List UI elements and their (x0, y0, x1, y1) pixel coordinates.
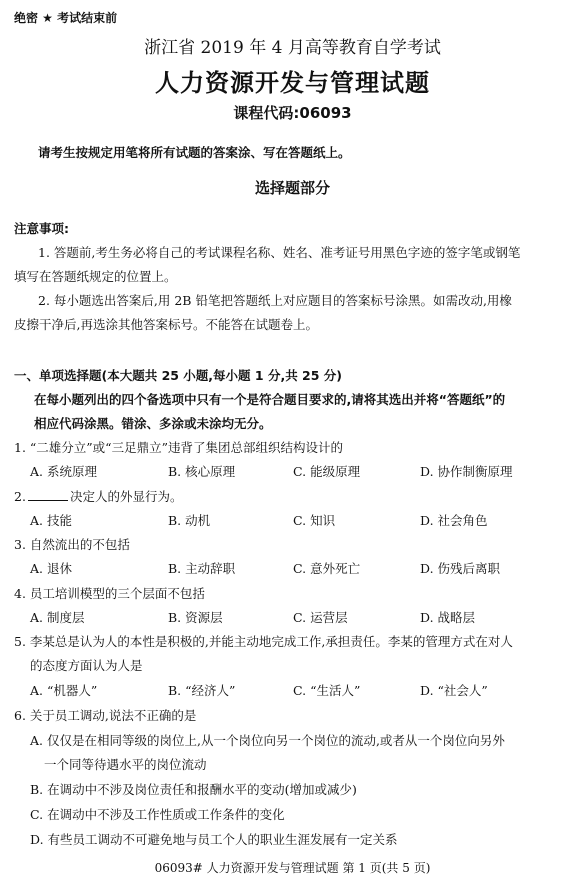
question-1-option-c: C. 能级原理 (293, 464, 361, 479)
question-5-stem-line-1: 5. 李某总是认为人的本性是积极的,并能主动地完成工作,承担责任。李某的管理方式在对人 (14, 634, 513, 649)
part1-instruction-line-2: 相应代码涂黑。错涂、多涂或未涂均无分。 (34, 416, 272, 431)
course-code: 课程代码:06093 (233, 104, 352, 122)
question-3-option-a: A. 退休 (30, 561, 72, 576)
question-3-stem: 3. 自然流出的不包括 (14, 537, 130, 552)
question-6-option-c: C. 在调动中不涉及工作性质或工作条件的变化 (30, 807, 285, 822)
question-3-option-c: C. 意外死亡 (293, 561, 361, 576)
question-2-option-b: B. 动机 (168, 513, 211, 528)
answer-blank (28, 489, 68, 501)
question-5-stem-line-2: 的态度方面认为人是 (30, 658, 143, 673)
question-6-option-d: D. 有些员工调动不可避免地与员工个人的职业生涯发展有一定关系 (30, 832, 398, 847)
question-3-option-b: B. 主动辞职 (168, 561, 236, 576)
question-2-option-a: A. 技能 (30, 513, 72, 528)
exam-name: 浙江省 2019 年 4 月高等教育自学考试 (144, 38, 441, 58)
question-2-option-c: C. 知识 (293, 513, 336, 528)
section-title: 选择题部分 (254, 179, 330, 197)
question-2-option-d: D. 社会角色 (420, 513, 488, 528)
question-5-option-a: A. “机器人” (30, 683, 98, 698)
question-5-option-b: B. “经济人” (168, 683, 236, 698)
notes-heading: 注意事项: (14, 221, 69, 236)
page-title: 人力资源开发与管理试题 (155, 69, 430, 97)
question-2-number: 2. (14, 489, 26, 504)
question-2-stem (14, 487, 182, 505)
question-5-option-d: D. “社会人” (420, 683, 488, 698)
question-5-option-c: C. “生活人” (293, 683, 361, 698)
note-2-line-1: 2. 每小题选出答案后,用 2B 铅笔把答题纸上对应题目的答案标号涂黑。如需改动,用橡 (38, 293, 512, 308)
note-1-line-1: 1. 答题前,考生务必将自己的考试课程名称、姓名、准考证号用黑色字迹的签字笔或钢笔 (38, 245, 521, 260)
part1-instruction-line-1: 在每小题列出的四个备选项中只有一个是符合题目要求的,请将其选出并将“答题纸”的 (34, 392, 506, 407)
intro-instruction: 请考生按规定用笔将所有试题的答案涂、写在答题纸上。 (38, 145, 351, 160)
question-6-option-b: B. 在调动中不涉及岗位责任和报酬水平的变动(增加或减少) (30, 782, 357, 797)
note-2-line-2: 皮擦干净后,再选涂其他答案标号。不能答在试题卷上。 (14, 317, 318, 332)
question-4-option-d: D. 战略层 (420, 610, 476, 625)
question-6-option-a: A. 仅仅是在相同等级的岗位上,从一个岗位向另一个岗位的流动,或者从一个岗位向另外 (30, 733, 505, 748)
question-1-stem: 1. “二雄分立”或“三足鼎立”违背了集团总部组织结构设计的 (14, 440, 343, 455)
question-3-option-d: D. 伤残后离职 (420, 561, 501, 576)
confidential-mark: 绝密 ★ 考试结束前 (14, 11, 118, 25)
question-6-stem: 6. 关于员工调动,说法不正确的是 (14, 708, 197, 723)
question-4-option-b: B. 资源层 (168, 610, 223, 625)
part1-heading: 一、单项选择题(本大题共 25 小题,每小题 1 分,共 25 分) (14, 368, 343, 383)
question-6-option-a-continued: 一个同等待遇水平的岗位流动 (44, 757, 207, 772)
question-1-option-b: B. 核心原理 (168, 464, 236, 479)
note-1-line-2: 填写在答题纸规定的位置上。 (14, 269, 177, 284)
question-1-option-a: A. 系统原理 (30, 464, 97, 479)
question-1-option-d: D. 协作制衡原理 (420, 464, 513, 479)
question-4-option-a: A. 制度层 (30, 610, 85, 625)
question-4-stem: 4. 员工培训模型的三个层面不包括 (14, 586, 205, 601)
page-footer: 06093# 人力资源开发与管理试题 第 1 页(共 5 页) (154, 861, 431, 875)
question-4-option-c: C. 运营层 (293, 610, 348, 625)
question-2-text: 决定人的外显行为。 (69, 489, 183, 504)
